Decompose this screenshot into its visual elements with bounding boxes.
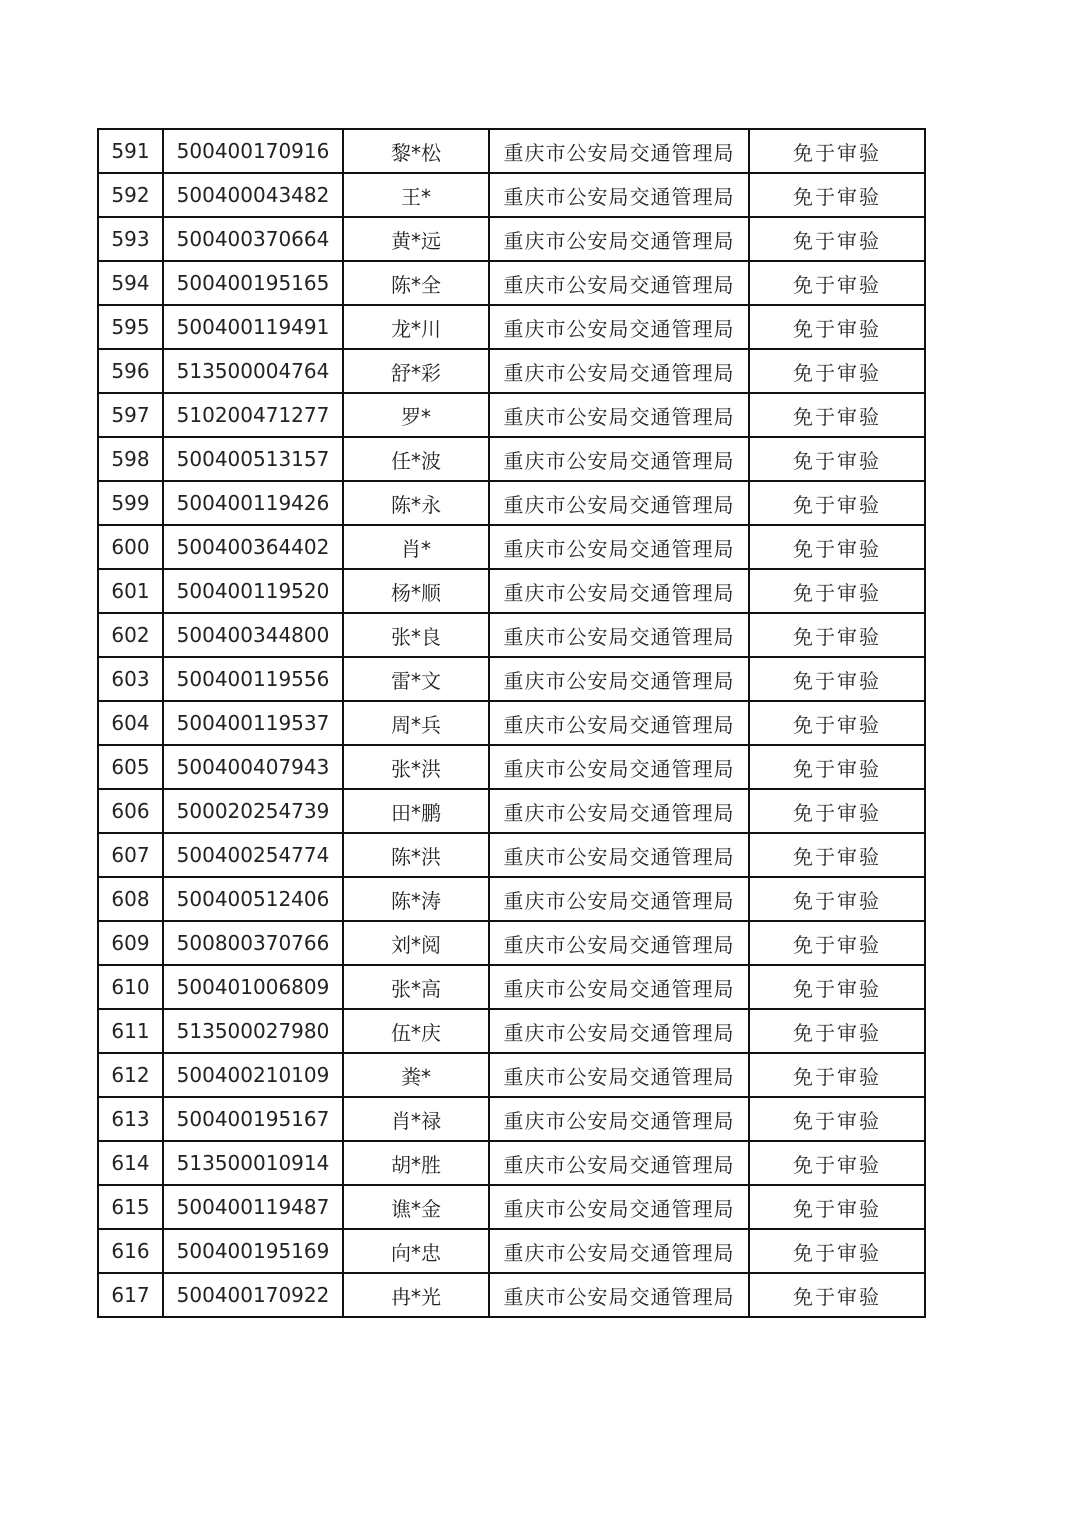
issuing-authority-cell: 重庆市公安局交通管理局 bbox=[489, 877, 749, 921]
person-name-cell: 张*高 bbox=[343, 965, 489, 1009]
table-row bbox=[98, 481, 925, 525]
person-name-cell: 肖* bbox=[343, 525, 489, 569]
person-name-cell: 谯*金 bbox=[343, 1185, 489, 1229]
issuing-authority-cell: 重庆市公安局交通管理局 bbox=[489, 1141, 749, 1185]
issuing-authority-cell: 重庆市公安局交通管理局 bbox=[489, 261, 749, 305]
issuing-authority-cell: 重庆市公安局交通管理局 bbox=[489, 129, 749, 173]
review-result-cell: 免于审验 bbox=[749, 217, 925, 261]
id-number-cell: 500400170916 bbox=[163, 129, 343, 173]
table-row bbox=[98, 349, 925, 393]
issuing-authority-cell: 重庆市公安局交通管理局 bbox=[489, 921, 749, 965]
table-row bbox=[98, 437, 925, 481]
row-number-cell: 600 bbox=[98, 525, 163, 569]
table-row bbox=[98, 1053, 925, 1097]
issuing-authority-cell: 重庆市公安局交通管理局 bbox=[489, 173, 749, 217]
person-name-cell: 向*忠 bbox=[343, 1229, 489, 1273]
person-name-cell: 陈*洪 bbox=[343, 833, 489, 877]
issuing-authority-cell: 重庆市公安局交通管理局 bbox=[489, 1097, 749, 1141]
row-number-cell: 613 bbox=[98, 1097, 163, 1141]
id-number-cell: 500400513157 bbox=[163, 437, 343, 481]
review-result-cell: 免于审验 bbox=[749, 305, 925, 349]
row-number-cell: 601 bbox=[98, 569, 163, 613]
issuing-authority-cell: 重庆市公安局交通管理局 bbox=[489, 833, 749, 877]
id-number-cell: 500400344800 bbox=[163, 613, 343, 657]
row-number-cell: 605 bbox=[98, 745, 163, 789]
issuing-authority-cell: 重庆市公安局交通管理局 bbox=[489, 349, 749, 393]
issuing-authority-cell: 重庆市公安局交通管理局 bbox=[489, 789, 749, 833]
review-result-cell: 免于审验 bbox=[749, 701, 925, 745]
row-number-cell: 606 bbox=[98, 789, 163, 833]
table-row bbox=[98, 745, 925, 789]
table-row bbox=[98, 613, 925, 657]
issuing-authority-cell: 重庆市公安局交通管理局 bbox=[489, 481, 749, 525]
table-row bbox=[98, 261, 925, 305]
row-number-cell: 607 bbox=[98, 833, 163, 877]
id-number-cell: 500400119537 bbox=[163, 701, 343, 745]
table-row bbox=[98, 877, 925, 921]
review-result-cell: 免于审验 bbox=[749, 877, 925, 921]
review-result-cell: 免于审验 bbox=[749, 613, 925, 657]
issuing-authority-cell: 重庆市公安局交通管理局 bbox=[489, 525, 749, 569]
row-number-cell: 603 bbox=[98, 657, 163, 701]
row-number-cell: 595 bbox=[98, 305, 163, 349]
id-number-cell: 500400407943 bbox=[163, 745, 343, 789]
review-result-cell: 免于审验 bbox=[749, 525, 925, 569]
review-result-cell: 免于审验 bbox=[749, 481, 925, 525]
issuing-authority-cell: 重庆市公安局交通管理局 bbox=[489, 613, 749, 657]
table-row bbox=[98, 657, 925, 701]
issuing-authority-cell: 重庆市公安局交通管理局 bbox=[489, 1273, 749, 1317]
person-name-cell: 张*洪 bbox=[343, 745, 489, 789]
table-row bbox=[98, 1141, 925, 1185]
id-number-cell: 500020254739 bbox=[163, 789, 343, 833]
person-name-cell: 黎*松 bbox=[343, 129, 489, 173]
person-name-cell: 罗* bbox=[343, 393, 489, 437]
person-name-cell: 雷*文 bbox=[343, 657, 489, 701]
table-row bbox=[98, 569, 925, 613]
id-number-cell: 510200471277 bbox=[163, 393, 343, 437]
table-row bbox=[98, 1273, 925, 1317]
row-number-cell: 616 bbox=[98, 1229, 163, 1273]
person-name-cell: 胡*胜 bbox=[343, 1141, 489, 1185]
review-result-cell: 免于审验 bbox=[749, 261, 925, 305]
table-body bbox=[98, 129, 925, 1317]
table-row bbox=[98, 1097, 925, 1141]
review-result-cell: 免于审验 bbox=[749, 1229, 925, 1273]
row-number-cell: 609 bbox=[98, 921, 163, 965]
issuing-authority-cell: 重庆市公安局交通管理局 bbox=[489, 1009, 749, 1053]
issuing-authority-cell: 重庆市公安局交通管理局 bbox=[489, 657, 749, 701]
id-number-cell: 500400119520 bbox=[163, 569, 343, 613]
row-number-cell: 592 bbox=[98, 173, 163, 217]
person-name-cell: 田*鹏 bbox=[343, 789, 489, 833]
id-number-cell: 500400195165 bbox=[163, 261, 343, 305]
id-number-cell: 500400119487 bbox=[163, 1185, 343, 1229]
review-result-cell: 免于审验 bbox=[749, 789, 925, 833]
review-result-cell: 免于审验 bbox=[749, 1273, 925, 1317]
id-number-cell: 513500004764 bbox=[163, 349, 343, 393]
table-row bbox=[98, 525, 925, 569]
row-number-cell: 594 bbox=[98, 261, 163, 305]
person-name-cell: 舒*彩 bbox=[343, 349, 489, 393]
table-row bbox=[98, 217, 925, 261]
person-name-cell: 粪* bbox=[343, 1053, 489, 1097]
data-table bbox=[97, 128, 926, 1318]
person-name-cell: 任*波 bbox=[343, 437, 489, 481]
row-number-cell: 612 bbox=[98, 1053, 163, 1097]
person-name-cell: 陈*涛 bbox=[343, 877, 489, 921]
issuing-authority-cell: 重庆市公安局交通管理局 bbox=[489, 701, 749, 745]
id-number-cell: 500400364402 bbox=[163, 525, 343, 569]
table-row bbox=[98, 789, 925, 833]
row-number-cell: 614 bbox=[98, 1141, 163, 1185]
table-row bbox=[98, 921, 925, 965]
person-name-cell: 肖*禄 bbox=[343, 1097, 489, 1141]
table-row bbox=[98, 173, 925, 217]
id-number-cell: 500400210109 bbox=[163, 1053, 343, 1097]
id-number-cell: 500400170922 bbox=[163, 1273, 343, 1317]
review-result-cell: 免于审验 bbox=[749, 569, 925, 613]
review-result-cell: 免于审验 bbox=[749, 1053, 925, 1097]
table-row bbox=[98, 1229, 925, 1273]
person-name-cell: 黄*远 bbox=[343, 217, 489, 261]
review-result-cell: 免于审验 bbox=[749, 349, 925, 393]
id-number-cell: 513500010914 bbox=[163, 1141, 343, 1185]
person-name-cell: 杨*顺 bbox=[343, 569, 489, 613]
row-number-cell: 591 bbox=[98, 129, 163, 173]
row-number-cell: 599 bbox=[98, 481, 163, 525]
issuing-authority-cell: 重庆市公安局交通管理局 bbox=[489, 745, 749, 789]
id-number-cell: 500400195167 bbox=[163, 1097, 343, 1141]
issuing-authority-cell: 重庆市公安局交通管理局 bbox=[489, 1185, 749, 1229]
table-row bbox=[98, 305, 925, 349]
table-row bbox=[98, 833, 925, 877]
table-row bbox=[98, 1185, 925, 1229]
row-number-cell: 596 bbox=[98, 349, 163, 393]
row-number-cell: 602 bbox=[98, 613, 163, 657]
review-result-cell: 免于审验 bbox=[749, 1185, 925, 1229]
review-result-cell: 免于审验 bbox=[749, 1141, 925, 1185]
review-result-cell: 免于审验 bbox=[749, 921, 925, 965]
review-result-cell: 免于审验 bbox=[749, 1097, 925, 1141]
person-name-cell: 陈*永 bbox=[343, 481, 489, 525]
review-result-cell: 免于审验 bbox=[749, 393, 925, 437]
table-row bbox=[98, 965, 925, 1009]
person-name-cell: 王* bbox=[343, 173, 489, 217]
issuing-authority-cell: 重庆市公安局交通管理局 bbox=[489, 393, 749, 437]
row-number-cell: 615 bbox=[98, 1185, 163, 1229]
review-result-cell: 免于审验 bbox=[749, 833, 925, 877]
person-name-cell: 伍*庆 bbox=[343, 1009, 489, 1053]
id-number-cell: 500400512406 bbox=[163, 877, 343, 921]
person-name-cell: 冉*光 bbox=[343, 1273, 489, 1317]
issuing-authority-cell: 重庆市公安局交通管理局 bbox=[489, 437, 749, 481]
issuing-authority-cell: 重庆市公安局交通管理局 bbox=[489, 569, 749, 613]
row-number-cell: 593 bbox=[98, 217, 163, 261]
issuing-authority-cell: 重庆市公安局交通管理局 bbox=[489, 217, 749, 261]
review-result-cell: 免于审验 bbox=[749, 1009, 925, 1053]
table-row bbox=[98, 701, 925, 745]
id-number-cell: 500400119426 bbox=[163, 481, 343, 525]
table-row bbox=[98, 1009, 925, 1053]
review-result-cell: 免于审验 bbox=[749, 437, 925, 481]
table-row bbox=[98, 129, 925, 173]
row-number-cell: 598 bbox=[98, 437, 163, 481]
person-name-cell: 陈*全 bbox=[343, 261, 489, 305]
issuing-authority-cell: 重庆市公安局交通管理局 bbox=[489, 305, 749, 349]
row-number-cell: 608 bbox=[98, 877, 163, 921]
review-result-cell: 免于审验 bbox=[749, 173, 925, 217]
review-result-cell: 免于审验 bbox=[749, 745, 925, 789]
row-number-cell: 610 bbox=[98, 965, 163, 1009]
id-number-cell: 500400119556 bbox=[163, 657, 343, 701]
person-name-cell: 张*良 bbox=[343, 613, 489, 657]
row-number-cell: 604 bbox=[98, 701, 163, 745]
person-name-cell: 刘*阅 bbox=[343, 921, 489, 965]
id-number-cell: 500400370664 bbox=[163, 217, 343, 261]
issuing-authority-cell: 重庆市公安局交通管理局 bbox=[489, 1053, 749, 1097]
review-result-cell: 免于审验 bbox=[749, 965, 925, 1009]
id-number-cell: 500400195169 bbox=[163, 1229, 343, 1273]
id-number-cell: 513500027980 bbox=[163, 1009, 343, 1053]
row-number-cell: 597 bbox=[98, 393, 163, 437]
issuing-authority-cell: 重庆市公安局交通管理局 bbox=[489, 965, 749, 1009]
person-name-cell: 龙*川 bbox=[343, 305, 489, 349]
id-number-cell: 500800370766 bbox=[163, 921, 343, 965]
review-result-cell: 免于审验 bbox=[749, 129, 925, 173]
id-number-cell: 500400119491 bbox=[163, 305, 343, 349]
row-number-cell: 611 bbox=[98, 1009, 163, 1053]
id-number-cell: 500400254774 bbox=[163, 833, 343, 877]
person-name-cell: 周*兵 bbox=[343, 701, 489, 745]
issuing-authority-cell: 重庆市公安局交通管理局 bbox=[489, 1229, 749, 1273]
id-number-cell: 500400043482 bbox=[163, 173, 343, 217]
table-row bbox=[98, 393, 925, 437]
review-result-cell: 免于审验 bbox=[749, 657, 925, 701]
row-number-cell: 617 bbox=[98, 1273, 163, 1317]
id-number-cell: 500401006809 bbox=[163, 965, 343, 1009]
